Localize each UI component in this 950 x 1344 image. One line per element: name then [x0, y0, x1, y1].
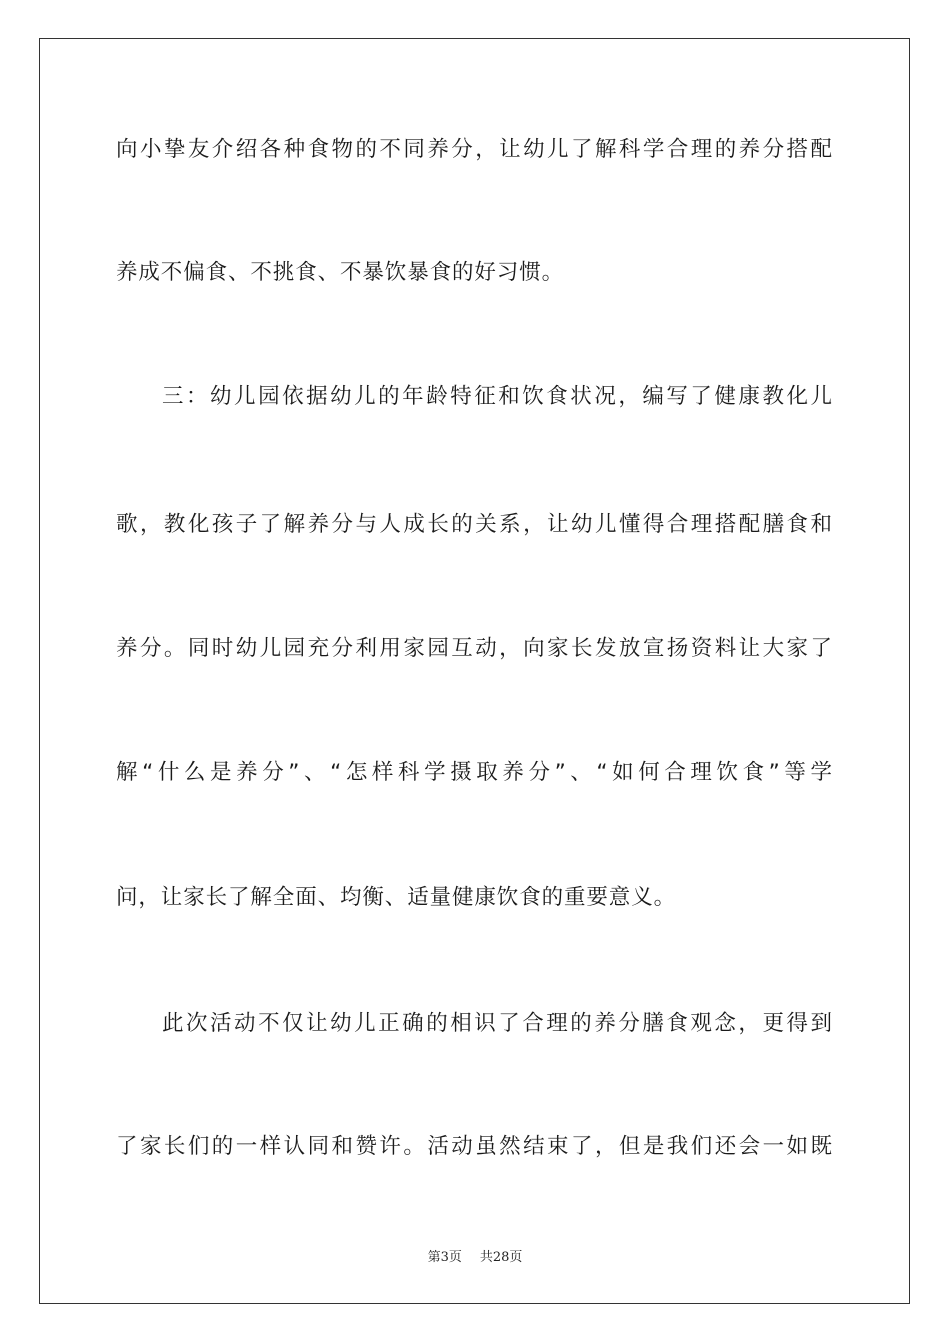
page-number: 第3页: [427, 1250, 462, 1265]
text-line-3: 三：幼儿园依据幼儿的年龄特征和饮食状况，编写了健康教化儿: [162, 384, 832, 409]
text-line-6: 解“什么是养分”、“怎样科学摄取养分”、“如何合理饮食”等学: [116, 760, 832, 785]
text-line-8: 此次活动不仅让幼儿正确的相识了合理的养分膳食观念，更得到: [162, 1011, 832, 1036]
page-border: [39, 38, 910, 1304]
text-line-9: 了家长们的一样认同和赞许。活动虽然结束了，但是我们还会一如既: [116, 1134, 832, 1159]
page-footer: [0, 1246, 950, 1265]
page-total: 共28页: [479, 1250, 523, 1265]
text-line-2: 养成不偏食、不挑食、不暴饮暴食的好习惯。: [116, 260, 565, 285]
text-line-7: 问，让家长了解全面、均衡、适量健康饮食的重要意义。: [116, 885, 677, 910]
text-line-4: 歌，教化孩子了解养分与人成长的关系，让幼儿懂得合理搭配膳食和: [116, 512, 832, 537]
text-line-1: 向小挚友介绍各种食物的不同养分，让幼儿了解科学合理的养分搭配: [116, 137, 832, 162]
text-line-5: 养分。同时幼儿园充分利用家园互动，向家长发放宣扬资料让大家了: [116, 636, 832, 661]
